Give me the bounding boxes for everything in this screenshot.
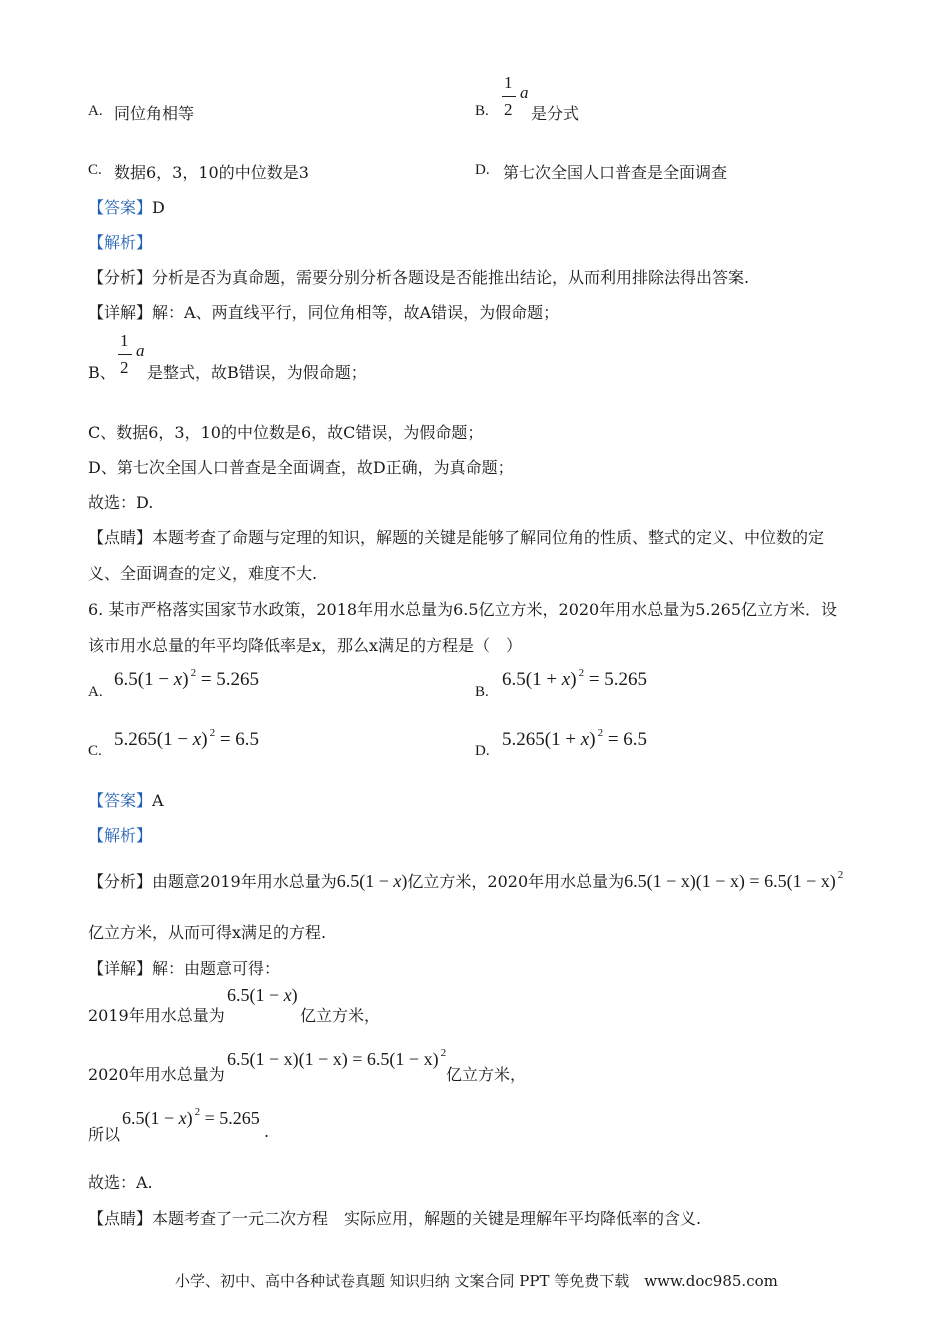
q6-option-c-label: C.	[88, 743, 102, 759]
q6-option-b-label: B.	[475, 684, 489, 700]
eq-rhs: = 5.265	[584, 669, 648, 690]
math-exp: 2	[194, 1106, 201, 1118]
fraction-variable: a	[520, 83, 529, 102]
fenxi-tag: 【分析】	[88, 872, 153, 891]
q6-option-d-label: D.	[475, 743, 490, 759]
q6-2019-unit: 亿立方米，	[300, 1006, 381, 1025]
q5-dianjing-line1	[88, 525, 824, 548]
q5-option-b-label: B.	[475, 103, 489, 119]
eq-rhs: = 5.265	[196, 669, 260, 690]
math-exp: 2	[440, 1047, 447, 1059]
q6-option-d-equation	[502, 727, 647, 751]
eq-rhs: = 6.5	[603, 729, 648, 750]
q5-analysis-tag: 【解析】	[88, 233, 153, 252]
q5-line-c: C、数据6，3，10的中位数是6，故C错误，为假命题；	[88, 423, 484, 442]
q5-option-a-text: 同位角相等	[114, 104, 195, 123]
fenxi-math-2	[624, 871, 843, 891]
eq-lhs: 5.265(1 −	[114, 729, 193, 750]
fraction-denominator: 2	[504, 100, 513, 119]
q5-option-d-text: 第七次全国人口普查是全面调查	[503, 163, 728, 182]
q6-fenxi-line2: 亿立方米，从而可得x满足的方程.	[88, 923, 327, 942]
math-var: x	[283, 985, 292, 1005]
math-lhs: 6.5(1 −	[227, 985, 284, 1005]
eq-close: )	[589, 729, 596, 750]
q6-suoyi-label: 所以	[88, 1125, 121, 1144]
q6-choose: 故选：A.	[88, 1173, 153, 1192]
q5-option-b-text: 是分式	[531, 104, 580, 123]
q6-option-b-equation	[502, 667, 647, 691]
eq-close: )	[182, 669, 189, 690]
fraction-numerator: 1	[120, 331, 129, 350]
q5-option-d-label: D.	[475, 162, 490, 178]
q6-2019-label: 2019年用水总量为	[88, 1006, 225, 1025]
q6-stem-line2: 该市用水总量的年平均降低率是x，那么x满足的方程是（ ）	[88, 636, 523, 655]
eq-var: x	[561, 669, 571, 690]
eq-lhs: 6.5(1 +	[502, 669, 562, 690]
eq-rhs: = 6.5	[215, 729, 260, 750]
math-body: 6.5(1 − x)(1 − x) = 6.5(1 − x)	[624, 871, 836, 891]
math-close: )	[291, 985, 298, 1005]
fraction-numerator: 1	[504, 73, 513, 92]
dianjing-text: 本题考查了一元二次方程 实际应用，解题的关键是理解年平均降低率的含义.	[152, 1209, 702, 1228]
q6-dianjing-line	[88, 1206, 701, 1229]
fenxi-text: 分析是否为真命题，需要分别分析各题设是否能推出结论，从而利用排除法得出答案.	[152, 268, 750, 287]
q5-xiangjie-line	[88, 300, 559, 323]
fraction-variable: a	[136, 341, 145, 360]
math-body: 6.5(1 − x)(1 − x) = 6.5(1 − x)	[227, 1049, 439, 1069]
eq-lhs: 5.265(1 +	[502, 729, 581, 750]
xiangjie-tag: 【详解】	[88, 303, 153, 322]
math-exp: 2	[837, 869, 844, 881]
eq-exp: 2	[209, 727, 216, 739]
math-rhs: = 5.265	[200, 1108, 260, 1128]
eq-var: x	[173, 669, 183, 690]
q6-2020-math	[227, 1047, 446, 1070]
math-close: )	[186, 1108, 193, 1128]
q6-suoyi-math	[122, 1106, 260, 1129]
q6-option-a-label: A.	[88, 684, 103, 700]
math-var: x	[178, 1108, 187, 1128]
q6-stem-line1: 6. 某市严格落实国家节水政策，2018年用水总量为6.5亿立方米，2020年用水总量为5.265亿立方米．设	[88, 600, 838, 619]
q6-2020-label: 2020年用水总量为	[88, 1065, 225, 1084]
math-var: x	[393, 871, 402, 891]
fenxi-math-1	[337, 871, 408, 891]
fenxi-text-a: 由题意2019年用水总量为	[152, 872, 337, 891]
q5-option-a-label: A.	[88, 103, 103, 119]
q5-option-c-text: 数据6，3，10的中位数是3	[114, 163, 309, 182]
q6-option-a-equation	[114, 667, 259, 691]
fenxi-tag: 【分析】	[88, 268, 153, 287]
dianjing-tag: 【点睛】	[88, 1209, 153, 1228]
q6-option-c-equation	[114, 727, 259, 751]
eq-var: x	[192, 729, 202, 750]
answer-value: D	[152, 198, 165, 217]
dianjing-text: 本题考查了命题与定理的知识，解题的关键是能够了解同位角的性质、整式的定义、中位数的定	[152, 528, 825, 547]
q5-line-b-prefix: B、	[88, 363, 116, 382]
page-footer: 小学、初中、高中各种试卷真题 知识归纳 文案合同 PPT 等免费下载 www.doc985.com	[175, 1272, 778, 1290]
q6-analysis-tag: 【解析】	[88, 826, 153, 845]
eq-lhs: 6.5(1 −	[114, 669, 174, 690]
fraction-denominator: 2	[120, 358, 129, 377]
fraction-bar	[502, 96, 516, 97]
q6-2019-math	[227, 985, 298, 1006]
q5-fenxi-line	[88, 265, 749, 288]
eq-exp: 2	[578, 667, 585, 679]
answer-tag: 【答案】	[88, 198, 153, 217]
eq-exp: 2	[190, 667, 197, 679]
eq-close: )	[570, 669, 577, 690]
xiangjie-tag: 【详解】	[88, 959, 153, 978]
q6-xiangjie-line	[88, 956, 280, 979]
q6-answer-line	[88, 788, 164, 811]
eq-var: x	[580, 729, 590, 750]
q6-fenxi-line	[88, 869, 843, 892]
q5-choose: 故选：D.	[88, 493, 154, 512]
q5-option-c-label: C.	[88, 162, 102, 178]
math-lhs: 6.5(1 −	[336, 871, 394, 891]
xiangjie-text: 解：A、两直线平行，同位角相等，故A错误，为假命题；	[152, 303, 560, 322]
dianjing-tag: 【点睛】	[88, 528, 153, 547]
q5-line-d: D、第七次全国人口普查是全面调查，故D正确，为真命题；	[88, 458, 514, 477]
answer-tag: 【答案】	[88, 791, 153, 810]
q5-dianjing-line2: 义、全面调查的定义，难度不大.	[88, 564, 318, 583]
fenxi-text-b: 亿立方米，2020年用水总量为	[407, 872, 625, 891]
math-close: )	[401, 871, 408, 891]
eq-close: )	[201, 729, 208, 750]
math-lhs: 6.5(1 −	[122, 1108, 179, 1128]
xiangjie-text: 解：由题意可得：	[152, 959, 281, 978]
q5-answer-line	[88, 195, 165, 218]
q5-line-b-text: 是整式，故B错误，为假命题；	[147, 363, 367, 382]
answer-value: A	[152, 791, 164, 810]
eq-exp: 2	[597, 727, 604, 739]
q6-suoyi-period: .	[264, 1122, 270, 1141]
q6-2020-unit: 亿立方米，	[446, 1065, 527, 1084]
fraction-bar	[118, 354, 132, 355]
